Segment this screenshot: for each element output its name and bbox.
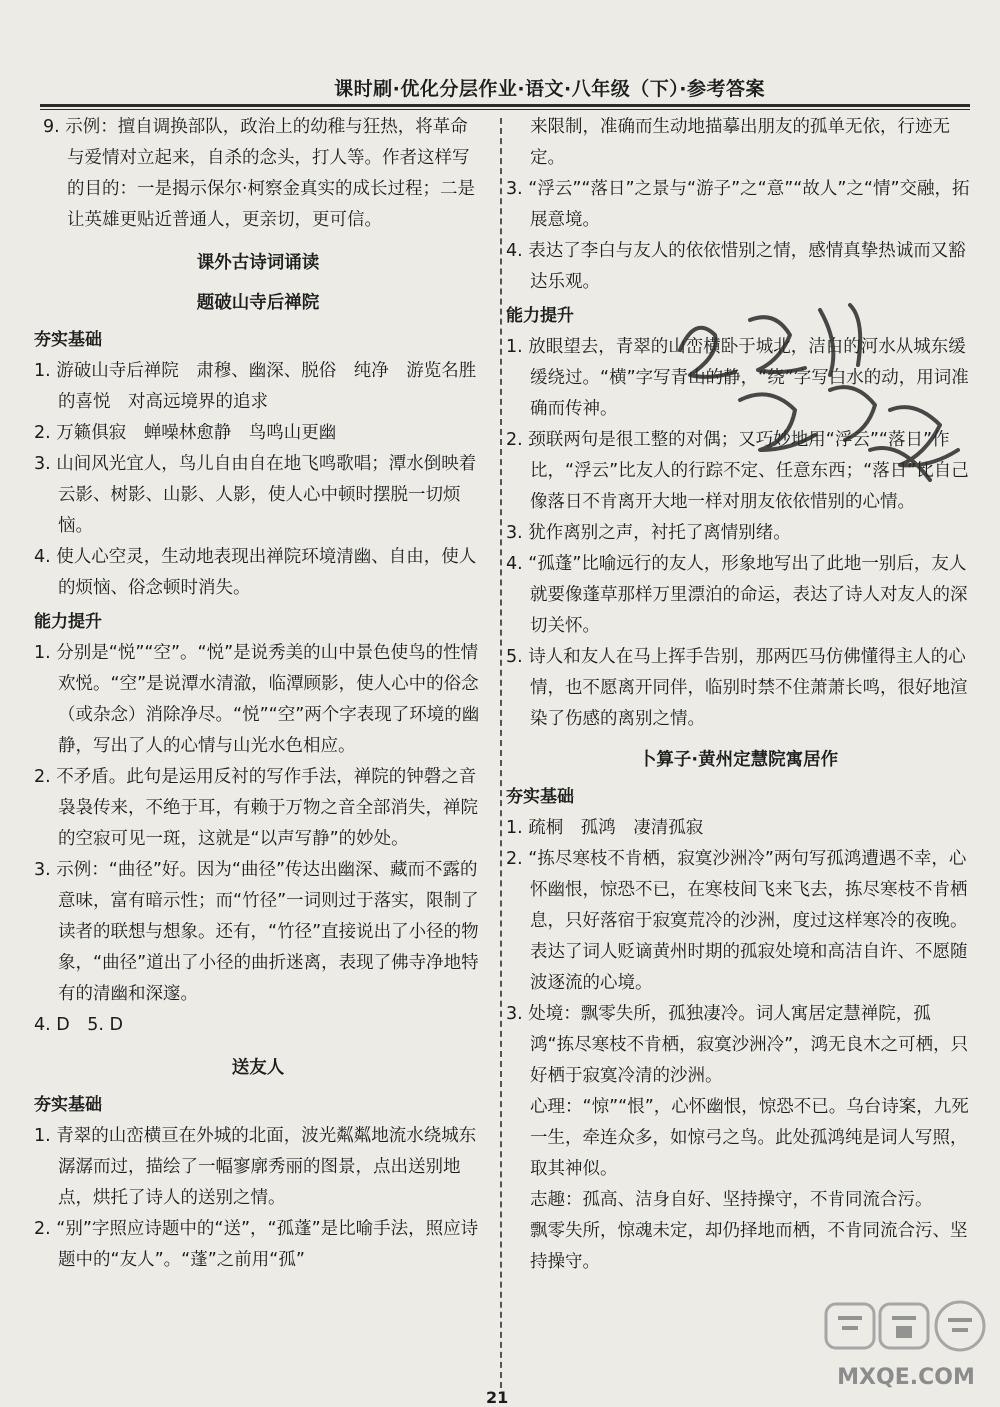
answer-paragraph: 表达了词人贬谪黄州时期的孤寂处境和高洁自许、不愿随波逐流的心境。 (530, 942, 968, 993)
answer-item: 1. 分别是“悦”“空”。“悦”是说秀美的山中景色使鸟的性情欢悦。“空”是说潭水清澈，临潭顾影，使人心中的俗念（或杂念）消除净尽。“悦”“空”两个字表现了环境的幽静，写出了人的心情与山光水色相应。 (34, 643, 480, 756)
answer-item: 1. 游破山寺后禅院 肃穆、幽深、脱俗 纯净 游览名胜的喜悦 对高远境界的追求 (34, 361, 477, 412)
site-watermark (818, 1296, 993, 1396)
answer-item: 4. D 5. D (34, 1015, 123, 1035)
answer-item: 2. 万籁俱寂 蝉噪林愈静 鸟鸣山更幽 (34, 423, 337, 443)
answer-item: 2. “拣尽寒枝不肯栖，寂寞沙洲冷”两句写孤鸿遭遇不幸，心怀幽恨，惊恐不已，在寒枝间飞来飞去，拣尽寒枝不肯栖息，只好落宿于寂寞荒冷的沙洲，度过这样寒冷的夜晚。 (506, 849, 968, 931)
answer-paragraph: 志趣：孤高、洁身自好、坚持操守，不肯同流合污。 (530, 1190, 933, 1210)
answer-item: 3. “浮云”“落日”之景与“游子”之“意”“故人”之“情”交融，拓展意境。 (506, 179, 970, 230)
watermark-site-text: MXQE.COM (837, 1365, 975, 1390)
answer-paragraph: 飘零失所，惊魂未定，却仍择地而栖，不肯同流合污、坚持操守。 (530, 1221, 968, 1272)
section-label-basics: 夯实基础 (34, 1095, 102, 1115)
answer-item: 9. 示例：擅自调换部队，政治上的幼稚与狂热，将革命与爱情对立起来，自杀的念头，打人等。作者这样写的目的：一是揭示保尔·柯察金真实的成长过程；二是让英雄更贴近普通人，更亲切，更可信。 (43, 117, 476, 230)
column-divider (500, 118, 502, 1388)
header-rule-thin (40, 109, 970, 110)
section-label-basics: 夯实基础 (34, 330, 102, 350)
chapter-title: 课外古诗词诵读 (196, 253, 320, 273)
handwritten-date (640, 290, 980, 510)
answer-item: 4. “孤蓬”比喻远行的友人，形象地写出了此地一别后，友人就要像蓬草那样万里漂泊的命运，表达了诗人对友人的深切关怀。 (506, 554, 968, 636)
poem-title: 题破山寺后禅院 (196, 293, 320, 313)
section-label-ability: 能力提升 (506, 306, 574, 326)
poem-title: 送友人 (231, 1058, 285, 1078)
header-rule (40, 104, 970, 107)
answer-item: 3. 山间风光宜人，鸟儿自由自在地飞鸣歌唱；潭水倒映着云影、树影、山影、人影，使人心中顿时摆脱一切烦恼。 (34, 454, 477, 536)
answer-item: 3. 犹作离别之声，衬托了离情别绪。 (506, 523, 791, 543)
right-column (506, 112, 971, 1278)
answer-item: 1. 青翠的山峦横亘在外城的北面，波光粼粼地流水绕城东潺潺而过，描绘了一幅寥廓秀丽的图景，点出送别地点，烘托了诗人的送别之情。 (34, 1126, 477, 1208)
section-label-basics: 夯实基础 (506, 787, 574, 807)
answer-item: 3. 处境：飘零失所，孤独凄冷。词人寓居定慧禅院，孤鸿“拣尽寒枝不肯栖，寂寞沙洲冷”，鸿无良木之可栖，只好栖于寂寞冷清的沙洲。 (506, 1004, 969, 1086)
answer-item: 4. 使人心空灵，生动地表现出禅院环境清幽、自由，使人的烦恼、俗念顿时消失。 (34, 547, 477, 598)
poem-title: 卜算子·黄州定慧院寓居作 (638, 750, 839, 770)
answer-paragraph: 心理：“惊”“恨”，心怀幽恨，惊恐不已。乌台诗案，九死一生，牵连众多，如惊弓之鸟。此处孤鸿纯是词人写照，取其神似。 (530, 1097, 969, 1179)
answer-item: 3. 示例：“曲径”好。因为“曲径”传达出幽深、藏而不露的意味，富有暗示性；而“竹径”一词则过于落实，限制了读者的联想与想象。还有，“竹径”直接说出了小径的物象，“曲径”道出了小径的曲折迷离，表现了佛寺净地特有的清幽和深邃。 (34, 860, 479, 1004)
page-header: 课时刷·优化分层作业·语文·八年级（下）·参考答案 (334, 78, 765, 100)
answer-item: 2. “别”字照应诗题中的“送”，“孤蓬”是比喻手法，照应诗题中的“友人”。“蓬”之前用“孤” (34, 1219, 479, 1270)
answer-item: 5. 诗人和友人在马上挥手告别，那两匹马仿佛懂得主人的心情，也不愿离开同伴，临别时禁不住萧萧长鸣，很好地渲染了伤感的离别之情。 (506, 647, 968, 729)
left-column (34, 112, 482, 1276)
answer-item: 2. 不矛盾。此句是运用反衬的写作手法，禅院的钟磬之音袅袅传来，不绝于耳，有赖于万物之音全部消失，禅院的空寂可见一斑，这就是“以声写静”的妙处。 (34, 767, 478, 849)
answer-item: 4. 表达了李白与友人的依依惜别之情，感情真挚热诚而又豁达乐观。 (506, 241, 966, 292)
section-label-ability: 能力提升 (34, 612, 102, 632)
answer-item: 1. 放眼望去，青翠的山峦横卧于城北，洁白的河水从城东缓缓绕过。“横”字写青山的静，“绕”字写白水的动，用词准确而传神。 (506, 337, 969, 419)
answer-item: 1. 疏桐 孤鸿 凄清孤寂 (506, 818, 704, 838)
answer-item: 2. 颈联两句是很工整的对偶；又巧妙地用“浮云”“落日”作比，“浮云”比友人的行踪不定、任意东西；“落日”比自己像落日不肯离开大地一样对朋友依依惜别的心情。 (506, 430, 969, 512)
answer-continuation: 来限制，准确而生动地描摹出朋友的孤单无依，行迹无定。 (530, 117, 950, 168)
page-number: 21 (486, 1388, 509, 1407)
